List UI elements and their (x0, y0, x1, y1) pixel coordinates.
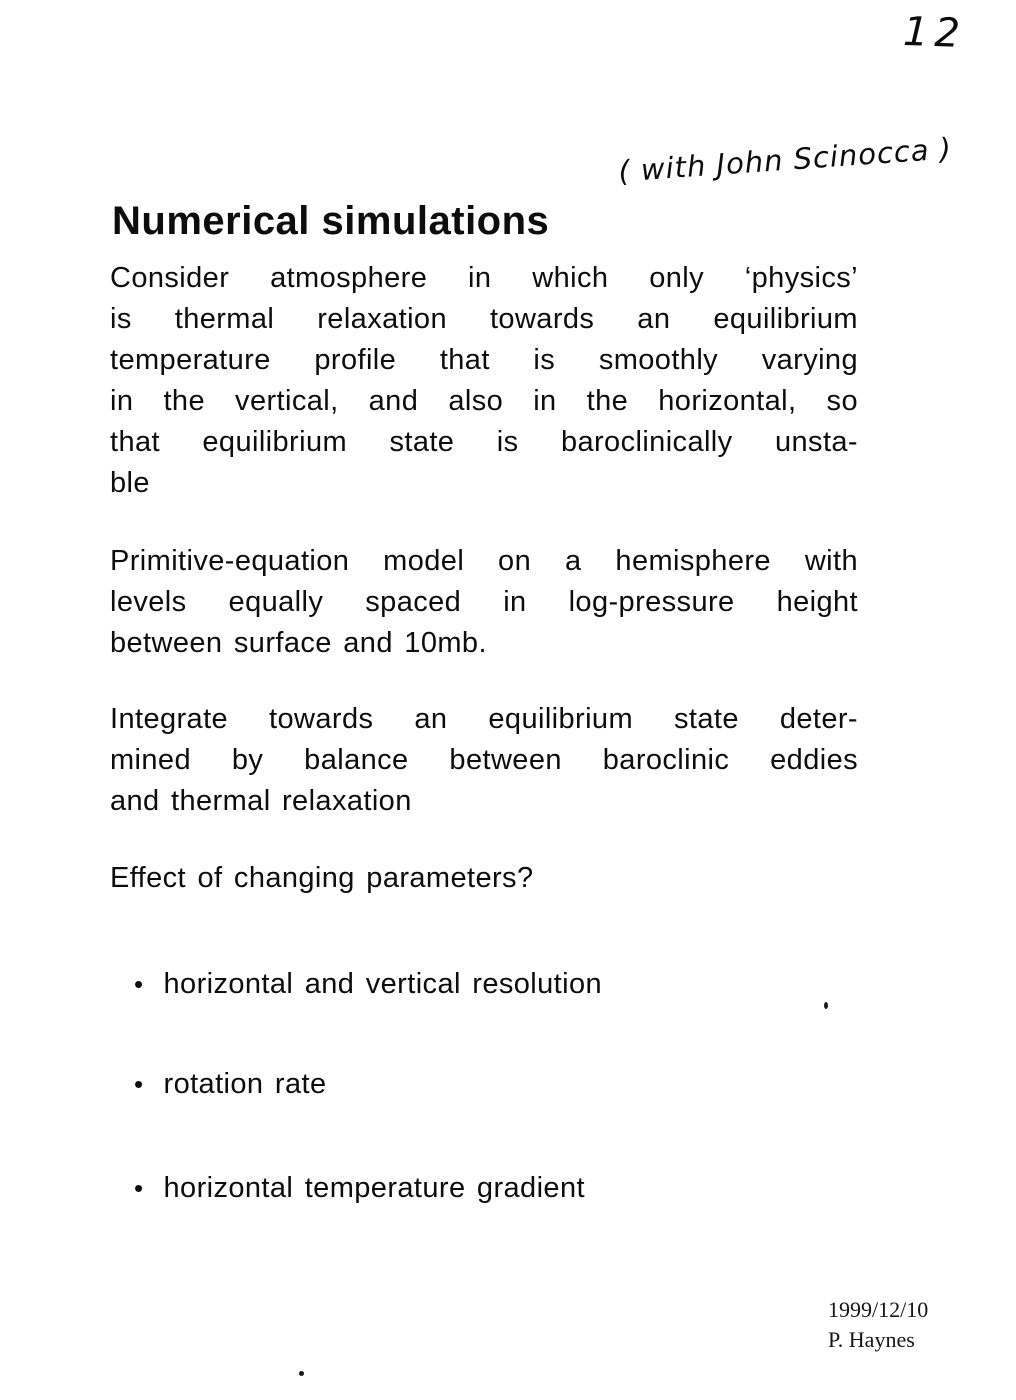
paragraph-line: levels equally spaced in log-pressure height (110, 586, 858, 618)
paragraph-line: between surface and 10mb. (110, 627, 487, 659)
list-item-resolution (134, 964, 602, 1005)
paragraph-line: Integrate towards an equilibrium state deter- (110, 703, 858, 735)
scan-speck (299, 1371, 304, 1376)
paragraph-line: mined by balance between baroclinic eddies (110, 744, 858, 776)
bullet-icon: • (134, 969, 144, 999)
list-item-label: rotation rate (163, 1068, 327, 1100)
paragraph-line: Primitive-equation model on a hemisphere with (110, 545, 858, 577)
paragraph-line: and thermal relaxation (110, 785, 412, 817)
paragraph-line: ble (110, 467, 150, 499)
scan-speck (824, 1002, 828, 1009)
question-effect-of-parameters: Effect of changing parameters? (110, 862, 534, 894)
list-item-label: horizontal and vertical resolution (163, 968, 603, 1000)
list-item-temperature-gradient (134, 1168, 585, 1209)
paragraph-integrate-towards-equilibrium (110, 699, 858, 822)
paragraph-line: in the vertical, and also in the horizontal, so (110, 385, 858, 417)
footer (828, 1295, 928, 1355)
footer-date: 1999/12/10 (828, 1297, 929, 1322)
paragraph-primitive-equation-model (110, 541, 858, 664)
paragraph-line: is thermal relaxation towards an equilibrium (110, 303, 858, 335)
paragraph-line: Consider atmosphere in which only ‘physics’ (110, 262, 858, 294)
handwritten-page-number: 12 (902, 8, 967, 58)
list-item-rotation-rate (134, 1064, 326, 1105)
paragraph-line: temperature profile that is smoothly varying (110, 344, 858, 376)
bullet-icon: • (134, 1173, 144, 1203)
footer-author: P. Haynes (828, 1327, 915, 1352)
list-item-label: horizontal temperature gradient (163, 1172, 585, 1204)
page-title: Numerical simulations (112, 198, 550, 243)
bullet-icon: • (134, 1069, 144, 1099)
paragraph-line: that equilibrium state is baroclinically unsta- (110, 426, 858, 458)
handwritten-attribution-note: ( with John Scinocca ) (617, 131, 954, 189)
paragraph-consider-atmosphere (110, 258, 858, 504)
